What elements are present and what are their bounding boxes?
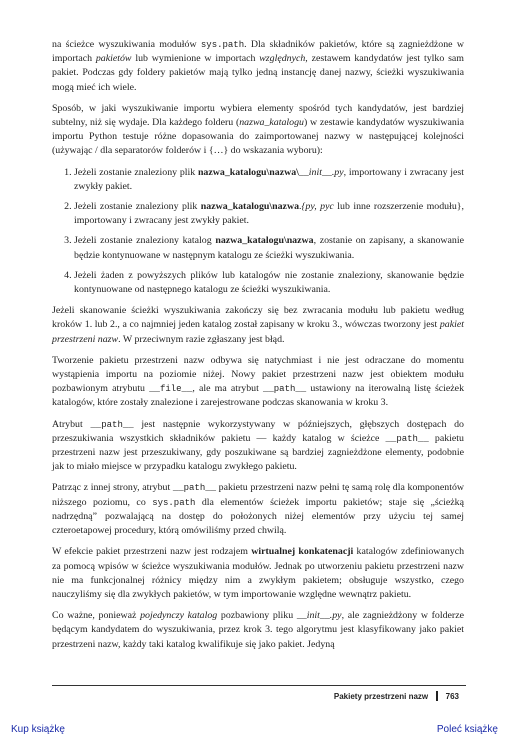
- paragraph: Tworzenie pakietu przestrzeni nazw odbywa się natychmiast i nie jest odraczane do momentu wystąpienia importu na poziomie niżej. Nowy pakiet przestrzeni nazw jest obiektem modułu pozbawionym atrybutu __file__, ale ma atrybut __path__ ustawiony na iterowalną listę ścieżek katalogów, które zostały znalezione i zarejestrowane podczas skanowania w kroku 3.: [52, 354, 465, 409]
- paragraph: Co ważne, ponieważ pojedynczy katalog pozbawiony pliku __init__.py, ale zagnieżdżony w folderze będącym kandydatem do wyszukiwania, przez krok 3. tego algorytmu jest klasyfikowany jako pakiet przestrzeni nazw, każdy taki katalog kwalifikuje się jako pakiet. Jedyną: [52, 610, 464, 650]
- book-page-body: [52, 38, 464, 659]
- list-item: 3. Jeżeli zostanie znaleziony katalog nazwa_katalogu\nazwa, zostanie on zapisany, a skanowanie będzie kontynuowane w następnym katalogu ze ścieżki wyszukiwania.: [74, 234, 464, 262]
- buy-book-link[interactable]: Kup książkę: [11, 724, 65, 735]
- running-section-title: Pakiety przestrzeni nazw: [333, 691, 429, 701]
- page-number: 763: [445, 691, 459, 701]
- list-item: 4. Jeżeli żaden z powyższych plików lub katalogów nie zostanie znaleziony, skanowanie będzie kontynuowane od następnego katalogu ze ścieżki wyszukiwania.: [74, 269, 464, 297]
- paragraph: Atrybut __path__ jest następnie wykorzystywany w późniejszych, głębszych dostępach do przeszukiwania wszystkich składników pakietu — każdy katalog w ścieżce __path__ pakietu przestrzeni nazw jest przeszukiwany, gdy poszukiwane są bardziej zagnieżdżone elementy, podobnie jak to miało miejsce w przypadku katalogu zwykłego pakietu.: [52, 418, 464, 473]
- paragraph: Patrząc z innej strony, atrybut __path__ pakietu przestrzeni nazw pełni tę samą rolę dla komponentów niższego poziomu, co sys.path dla elementów ścieżek importu pakietów; staje się „ścieżką nadrzędną” pozwalającą na dostęp do położonych niżej elementów przy użyciu tej samej czteroetapowej procedury, którą omówiliśmy przed chwilą.: [52, 482, 465, 537]
- paragraph: Jeżeli skanowanie ścieżki wyszukiwania zakończy się bez zwracania modułu lub pakietu według kroków 1. lub 2., a co najmniej jeden katalog został zapisany w kroku 3., wówczas tworzony jest pakiet przestrzeni nazw. W przeciwnym razie zgłaszany jest błąd.: [52, 305, 464, 345]
- page-footer: [334, 691, 459, 701]
- list-item: 2. Jeżeli zostanie znaleziony plik nazwa_katalogu\nazwa.{py, pyc lub inne rozszerzenie modułu}, importowany i zwracany jest zwykły pakiet.: [74, 200, 464, 228]
- search-steps-list: [52, 166, 464, 298]
- paragraph: Sposób, w jaki wyszukiwanie importu wybiera elementy spośród tych kandydatów, jest bardziej subtelny, niż się wydaje. Dla każdego folderu (nazwa_katalogu) w zestawie kandydatów wyszukiwania importu Python testuje różne dopasowania do zaimportowanej nazwy w następującej kolejności (używając / dla separatorów folderów i {…} do wskazania wyboru):: [52, 102, 464, 157]
- list-item: 1. Jeżeli zostanie znaleziony plik nazwa_katalogu\nazwa\__init__.py, importowany i zwracany jest zwykły pakiet.: [74, 166, 464, 194]
- paragraph: na ścieżce wyszukiwania modułów sys.path. Dla składników pakietów, które są zagnieżdżone w importach pakietów lub wymienione w importach względnych, zestawem kandydatów jest tylko sam pakiet. Podczas gdy foldery pakietów mają tylko jedną instancję danej nazwy, ścieżki wyszukiwania mogą mieć ich wiele.: [52, 39, 464, 93]
- footer-divider: [52, 685, 466, 686]
- recommend-book-link[interactable]: Poleć książkę: [436, 724, 498, 735]
- paragraph: W efekcie pakiet przestrzeni nazw jest rodzajem wirtualnej konkatenacji katalogów zdefiniowanych za pomocą wpisów w ścieżce wyszukiwania modułów. Jednak po utworzeniu pakietu przestrzeni nazw nie ma funkcjonalnej różnicy między nim a zwykłym pakietem; obsługuje wszystko, czego nauczyliśmy się dla zwykłych pakietów, w tym importowanie względne wewnątrz pakietu.: [52, 546, 465, 600]
- footer-separator: [436, 691, 438, 701]
